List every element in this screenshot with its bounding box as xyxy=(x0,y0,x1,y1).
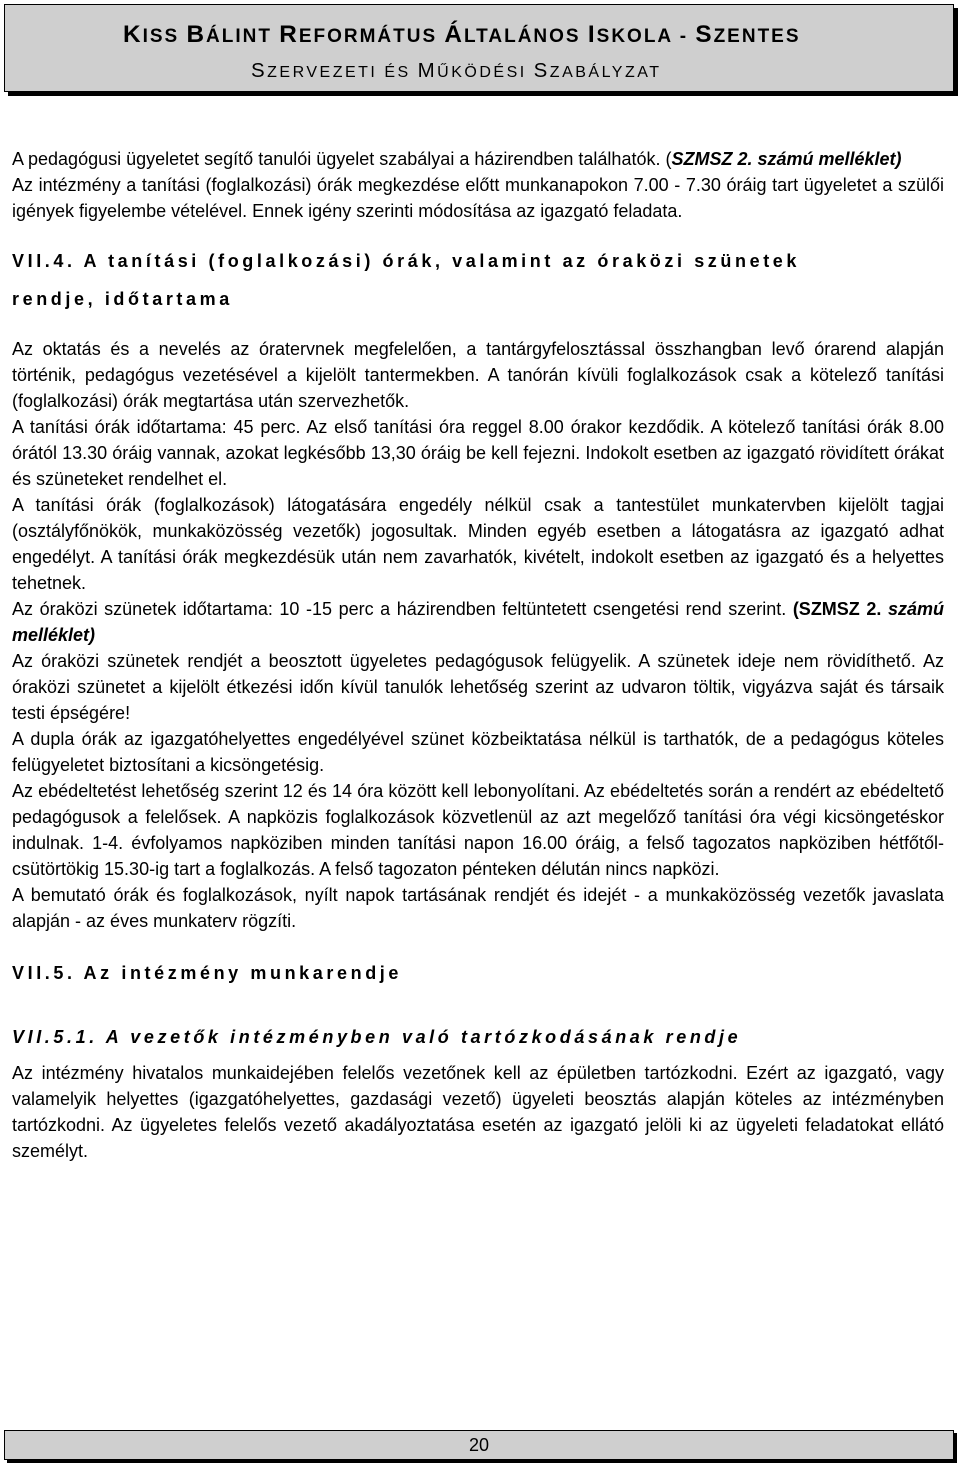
body-paragraph: Az ebédeltetést lehetőség szerint 12 és 14 óra között kell lebonyolítani. Az ebédeltetés során a rendért az ebédeltető pedagógusok a felelősek. A napközis foglalkozások közvetlenül az azt megelőző tanítási óra végi kicsöngetéskor indulnak. 1-4. évfolyamos napköziben minden tanítási napon 16.00 óráig, a felső tagozatos napköziben hétfőtől-csütörtökig 15.30-ig tart a foglalkozás. A felső tagozaton pénteken délután nincs napközi. xyxy=(12,781,944,879)
intro-paragraph-2: Az intézmény a tanítási (foglalkozási) órák megkezdése előtt munkanapokon 7.00 - 7.30 óráig tart ügyeletet a szülői igények figyelembe vételével. Ennek igény szerinti módosítása az igazgató feladata. xyxy=(12,175,944,221)
document-name xyxy=(251,59,662,83)
sc-word: BÁLINT xyxy=(186,21,280,48)
section-7-5-title: VII.5. Az intézmény munkarendje xyxy=(12,963,403,983)
page-header xyxy=(4,4,954,92)
document-body xyxy=(12,146,944,1164)
sc-word: SZABÁLYZAT xyxy=(533,59,662,82)
section-7-4-title-line1: VII.4. A tanítási (foglalkozási) órák, valamint az óraközi szünetek xyxy=(12,251,801,271)
sc-word: SZENTES xyxy=(695,21,801,48)
body-paragraph: A tanítási órák (foglalkozások) látogatására engedély nélkül csak a tantestület munkatervben kijelölt tagjai (osztályfőnökök, munkaközösség vezetők) jogosultak. Minden egyéb esetben a látogatásra az igazgató adhat engedélyt. A tanítási órák megkezdésük után nem zavarhatók, kivételt, indokolt esetben az igazgató és a helyettes tehetnek. xyxy=(12,495,944,593)
body-paragraph: A dupla órák az igazgatóhelyettes engedélyével szünet közbeiktatása nélkül is tarthatók, de a pedagógus köteles felügyeletet biztosítani a kicsöngetésig. xyxy=(12,729,944,775)
section-7-4-title-line2: rendje, időtartama xyxy=(12,289,233,309)
sc-word: REFORMÁTUS xyxy=(279,21,445,48)
intro-paragraph-1: A pedagógusi ügyeletet segítő tanulói ügyelet szabályai a házirendben találhatók. (SZMSZ 2. számú melléklet) xyxy=(12,149,902,169)
school-name xyxy=(123,21,801,49)
page-number: 20 xyxy=(468,1435,490,1455)
body-paragraph: Az oktatás és a nevelés az óratervnek megfelelően, a tantárgyfelosztással összhangban levő órarend alapján történik, pedagógus vezetésével a kijelölt tantermekben. A tanórán kívüli foglalkozások csak a kötelező tanítási (foglalkozási) órák megtartása után szervezhetők. xyxy=(12,339,944,411)
section-7-5-1-title: VII.5.1. A vezetők intézményben való tartózkodásának rendje xyxy=(12,1027,742,1047)
sc-word: SZERVEZETI ÉS xyxy=(251,59,418,82)
sc-word: MŰKÖDÉSI xyxy=(417,59,534,82)
page-footer xyxy=(4,1430,954,1460)
appendix-reference: (SZMSZ 2. számú melléklet) xyxy=(12,599,944,645)
sc-word: ISKOLA - xyxy=(587,21,696,48)
section-7-4-title xyxy=(12,242,944,318)
breaks-paragraph: Az óraközi szünetek időtartama: 10 -15 perc a házirendben feltüntetett csengetési rend szerint. (SZMSZ 2. számú melléklet) xyxy=(12,599,944,645)
body-paragraph: A tanítási órák időtartama: 45 perc. Az első tanítási óra reggel 8.00 órakor kezdődik. A kötelező tanítási órák 8.00 órától 13.30 óráig vannak, azokat legkésőbb 13,30 óráig be kell fejezni. Indokolt esetben az igazgató rövidített órákat és szüneteket rendelhet el. xyxy=(12,417,944,489)
appendix-reference: SZMSZ 2. számú melléklet) xyxy=(671,149,902,169)
sc-word: KISS xyxy=(123,21,187,48)
body-paragraph: Az intézmény hivatalos munkaidejében felelős vezetőnek kell az épületben tartózkodni. Ezért az igazgató, vagy valamelyik helyettes (igazgatóhelyettes, gazdasági vezető) ügyeleti beosztás alapján köteles az intézményben tartózkodni. Az ügyeletes felelős vezető akadályoztatása esetén az igazgató jelöli ki az ügyeleti feladatokat ellátó személyt. xyxy=(12,1063,944,1161)
body-paragraph: Az óraközi szünetek rendjét a beosztott ügyeletes pedagógusok felügyelik. A szünetek ideje nem rövidíthető. Az óraközi szünetet a kijelölt étkezési időn kívül tanulók lehetőség szerint az udvaron töltik, vigyázva saját és társaik testi épségére! xyxy=(12,651,944,723)
body-paragraph: A bemutató órák és foglalkozások, nyílt napok tartásának rendjét és idejét - a munkaközösség vezetők javaslata alapján - az éves munkaterv rögzíti. xyxy=(12,885,944,931)
sc-word: ÁLTALÁNOS xyxy=(444,21,588,48)
